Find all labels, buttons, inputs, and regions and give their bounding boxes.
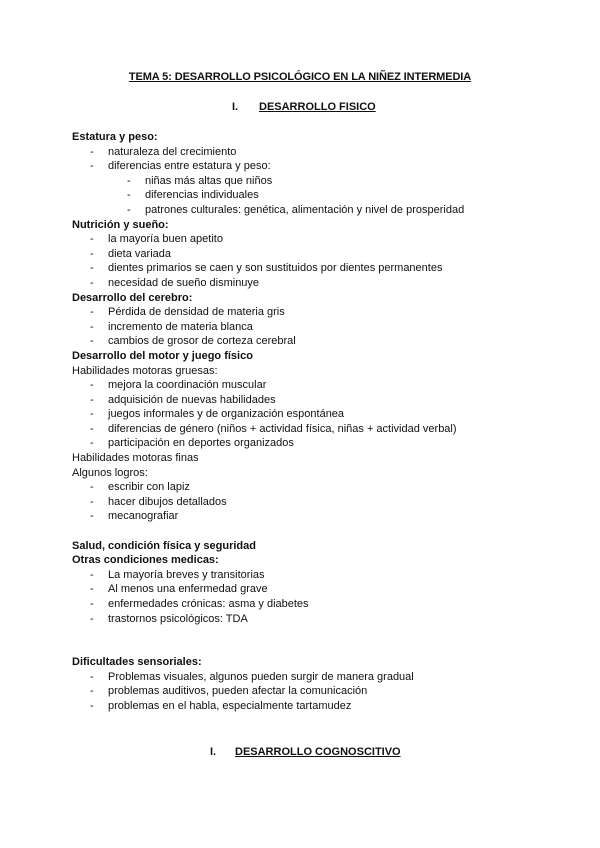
list-item: - diferencias entre estatura y peso: — [90, 160, 271, 173]
list-item: - trastornos psicológicos: TDA — [90, 612, 248, 625]
list-item: - Problemas visuales, algunos pueden surgir de manera gradual — [90, 670, 414, 683]
heading-estatura: Estatura y peso: — [72, 131, 158, 143]
list-item: - escribir con lapiz — [90, 481, 190, 494]
document-title: TEMA 5: DESARROLLO PSICOLÓGICO EN LA NIÑEZ INTERMEDIA — [128, 71, 472, 83]
section-title: DESARROLLO FISICO — [259, 101, 376, 113]
heading-nutricion: Nutrición y sueño: — [72, 218, 169, 231]
spacer — [72, 626, 572, 655]
list-item: - adquisición de nuevas habilidades — [90, 393, 276, 406]
list-item: - problemas en el habla, especialmente tartamudez — [90, 699, 352, 712]
list-item: - incremento de materia blanca — [90, 320, 253, 333]
section-number: I. — [210, 746, 217, 758]
heading-motor: Desarrollo del motor y juego físico — [72, 349, 253, 362]
list-item: - la mayoría buen apetito — [90, 233, 223, 246]
logros-label: Algunos logros: — [72, 466, 148, 479]
heading-salud: Salud, condición física y seguridad — [72, 539, 256, 552]
list-item: - juegos informales y de organización espontánea — [90, 408, 345, 421]
list-item: - dientes primarios se caen y son sustituidos por dientes permanentes — [90, 262, 443, 275]
list-item: - Pérdida de densidad de materia gris — [90, 306, 285, 319]
list-item: - naturaleza del crecimiento — [90, 145, 237, 158]
section-title: DESARROLLO COGNOSCITIVO — [235, 746, 401, 758]
list-item: - mejora la coordinación muscular — [90, 379, 267, 392]
list-item: - dieta variada — [90, 247, 171, 260]
list-item: - problemas auditivos, pueden afectar la comunicación — [90, 685, 368, 698]
spacer — [72, 524, 572, 539]
sub-list-item: - diferencias individuales — [127, 189, 259, 202]
document-body — [72, 130, 572, 714]
subheading-finas: Habilidades motoras finas — [72, 452, 199, 465]
subheading-gruesas: Habilidades motoras gruesas: — [72, 364, 218, 377]
list-item: - hacer dibujos detallados — [90, 495, 227, 508]
list-item: - diferencias de género (niños + actividad física, niñas + actividad verbal) — [90, 422, 457, 435]
heading-otras-condiciones: Otras condiciones medicas: — [72, 554, 219, 567]
list-item: - cambios de grosor de corteza cerebral — [90, 335, 296, 348]
list-item: - La mayoría breves y transitorias — [90, 568, 265, 581]
list-item: - participación en deportes organizados — [90, 437, 294, 450]
list-item: - Al menos una enfermedad grave — [90, 583, 268, 596]
list-item: - enfermedades crónicas: asma y diabetes — [90, 598, 309, 610]
sub-list-item: - niñas más altas que niños — [127, 174, 273, 187]
list-item: - mecanografiar — [90, 510, 179, 523]
heading-cerebro: Desarrollo del cerebro: — [72, 291, 193, 304]
heading-sensoriales: Dificultades sensoriales: — [72, 656, 202, 669]
list-item: - necesidad de sueño disminuye — [90, 276, 260, 289]
sub-list-item: - patrones culturales: genética, alimentación y nivel de prosperidad — [127, 203, 465, 216]
section-number: I. — [232, 101, 239, 113]
